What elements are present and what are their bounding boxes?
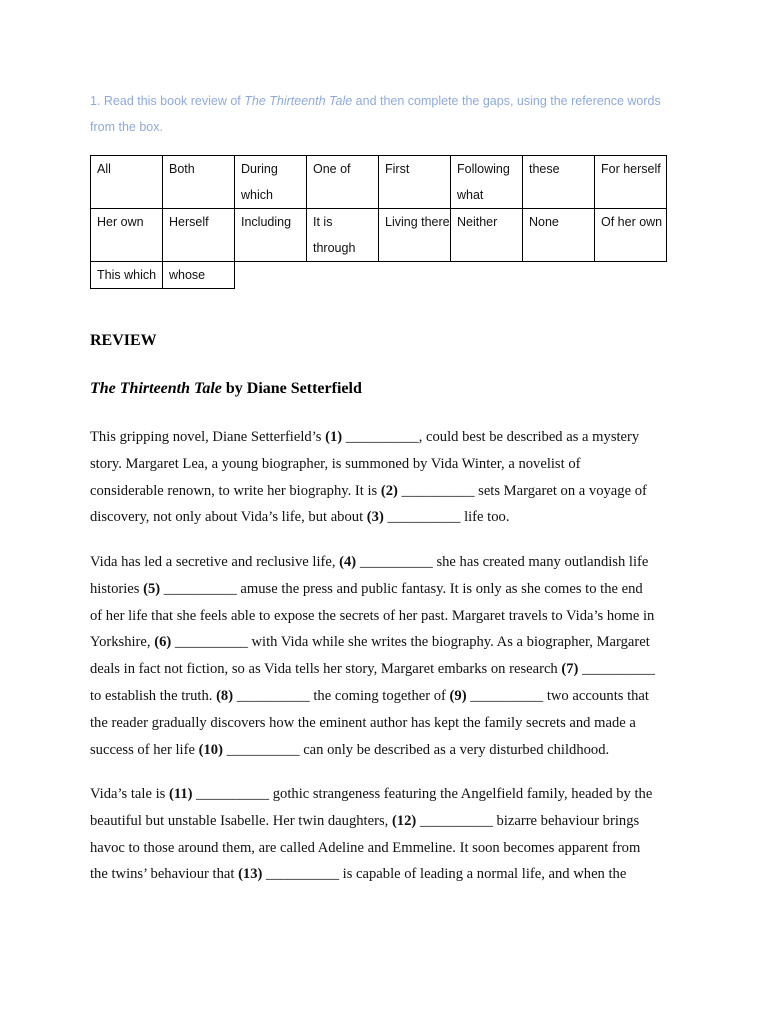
word-cell: For herself <box>595 156 667 209</box>
word-cell: This which <box>91 262 163 289</box>
text-run: to establish the truth. <box>90 687 217 704</box>
paragraph-line <box>90 861 690 888</box>
text-run: the twins’ behaviour that <box>90 866 239 883</box>
text-run: Vida’s tale is <box>90 786 169 802</box>
paragraph-line <box>90 808 690 835</box>
word-box-blank-area <box>235 262 667 289</box>
text-run: Yorkshire, <box>90 634 155 651</box>
text-run: __________ two accounts that <box>466 687 649 704</box>
gap-number: (7) <box>561 661 579 678</box>
paragraph-line <box>90 504 690 531</box>
text-run: This gripping novel, Diane Setterfield’s <box>90 429 326 445</box>
word-cell: Of her own <box>595 209 667 262</box>
word-box-row-1 <box>91 156 667 209</box>
text-run: __________ with Vida while she writes the biography. As a biographer, Margaret <box>171 634 650 651</box>
instruction-prefix: 1. Read this book review of <box>90 94 245 108</box>
review-paragraph-2 <box>90 549 690 763</box>
gap-number: (4) <box>339 554 357 570</box>
text-run: __________ can only be described as a very disturbed childhood. <box>222 741 610 758</box>
paragraph-line <box>90 478 690 505</box>
text-run: __________ <box>578 661 656 678</box>
word-cell: Neither <box>451 209 523 262</box>
paragraph-line <box>90 424 690 451</box>
word-cell: None <box>523 209 595 262</box>
word-cell: Including <box>235 209 307 262</box>
reference-words-box <box>90 155 667 289</box>
text-run: __________ she has created many outlandish life <box>356 554 649 570</box>
review-book-title: The Thirteenth Tale <box>90 380 222 397</box>
text-run: beautiful but unstable Isabelle. Her twin daughters, <box>90 812 392 829</box>
text-run: considerable renown, to write her biography. It is <box>90 482 381 499</box>
instruction-line2: from the box. <box>90 120 163 134</box>
paragraph-line <box>90 683 690 710</box>
text-run: success of her life <box>90 741 199 758</box>
word-cell: Following what <box>451 156 523 209</box>
text-run: __________, could best be described as a mystery <box>342 429 640 445</box>
word-cell: Herself <box>163 209 235 262</box>
word-cell: these <box>523 156 595 209</box>
text-run: discovery, not only about Vida’s life, but about <box>90 509 367 526</box>
paragraph-line <box>90 549 690 576</box>
exercise-instruction <box>90 88 690 140</box>
gap-number: (11) <box>168 786 193 802</box>
gap-number: (12) <box>391 812 417 829</box>
word-cell: Both <box>163 156 235 209</box>
word-cell: It is through <box>307 209 379 262</box>
text-run: __________ gothic strangeness featuring the Angelfield family, headed by the <box>192 786 653 802</box>
review-title <box>90 380 362 398</box>
review-byline: by Diane Setterfield <box>221 380 362 397</box>
review-heading: REVIEW <box>90 332 157 349</box>
paragraph-line <box>90 629 690 656</box>
review-paragraph-3 <box>90 781 690 888</box>
review-paragraph-1 <box>90 424 690 531</box>
paragraph-line <box>90 576 690 603</box>
paragraph-line <box>90 835 690 862</box>
gap-number: (1) <box>325 429 343 445</box>
text-run: the reader gradually discovers how the eminent author has kept the family secrets and made a <box>90 714 636 731</box>
word-box-row-2 <box>91 209 667 262</box>
text-run: __________ amuse the press and public fantasy. It is only as she comes to the end <box>160 580 643 597</box>
gap-number: (6) <box>154 634 172 651</box>
text-run: __________ bizarre behaviour brings <box>416 812 640 829</box>
text-run: havoc to those around them, are called Adeline and Emmeline. It soon becomes apparent from <box>90 839 641 856</box>
instruction-suffix: and then complete the gaps, using the reference words <box>352 94 661 108</box>
gap-number: (10) <box>198 741 223 758</box>
paragraph-line <box>90 710 690 737</box>
gap-number: (5) <box>143 580 161 597</box>
gap-number: (13) <box>238 866 263 883</box>
paragraph-line <box>90 781 690 808</box>
text-run: __________ is capable of leading a normal life, and when the <box>262 866 627 883</box>
paragraph-line <box>90 603 690 630</box>
paragraph-line <box>90 656 690 683</box>
text-run: __________ life too. <box>383 509 510 526</box>
text-run: __________ the coming together of <box>233 687 450 704</box>
word-cell: All <box>91 156 163 209</box>
text-run: deals in fact not fiction, so as Vida tells her story, Margaret embarks on research <box>90 661 562 678</box>
gap-number: (2) <box>380 482 398 499</box>
gap-number: (3) <box>366 509 384 526</box>
text-run: histories <box>90 580 144 597</box>
word-cell: Living there <box>379 209 451 262</box>
paragraph-line <box>90 737 690 764</box>
word-cell: whose <box>163 262 235 289</box>
text-run: Vida has led a secretive and reclusive life, <box>90 554 340 570</box>
word-cell: First <box>379 156 451 209</box>
word-cell: During which <box>235 156 307 209</box>
instruction-book-title: The Thirteenth Tale <box>244 94 353 108</box>
text-run: story. Margaret Lea, a young biographer, is summoned by Vida Winter, a novelist of <box>90 455 581 472</box>
word-cell: Her own <box>91 209 163 262</box>
paragraph-line <box>90 451 690 478</box>
gap-number: (8) <box>216 687 234 704</box>
text-run: __________ sets Margaret on a voyage of <box>397 482 647 499</box>
word-cell: One of <box>307 156 379 209</box>
word-box-row-3 <box>91 262 667 289</box>
text-run: of her life that she feels able to expose the secrets of her past. Margaret travels to Vida’s home in <box>90 607 655 624</box>
gap-number: (9) <box>449 687 467 704</box>
